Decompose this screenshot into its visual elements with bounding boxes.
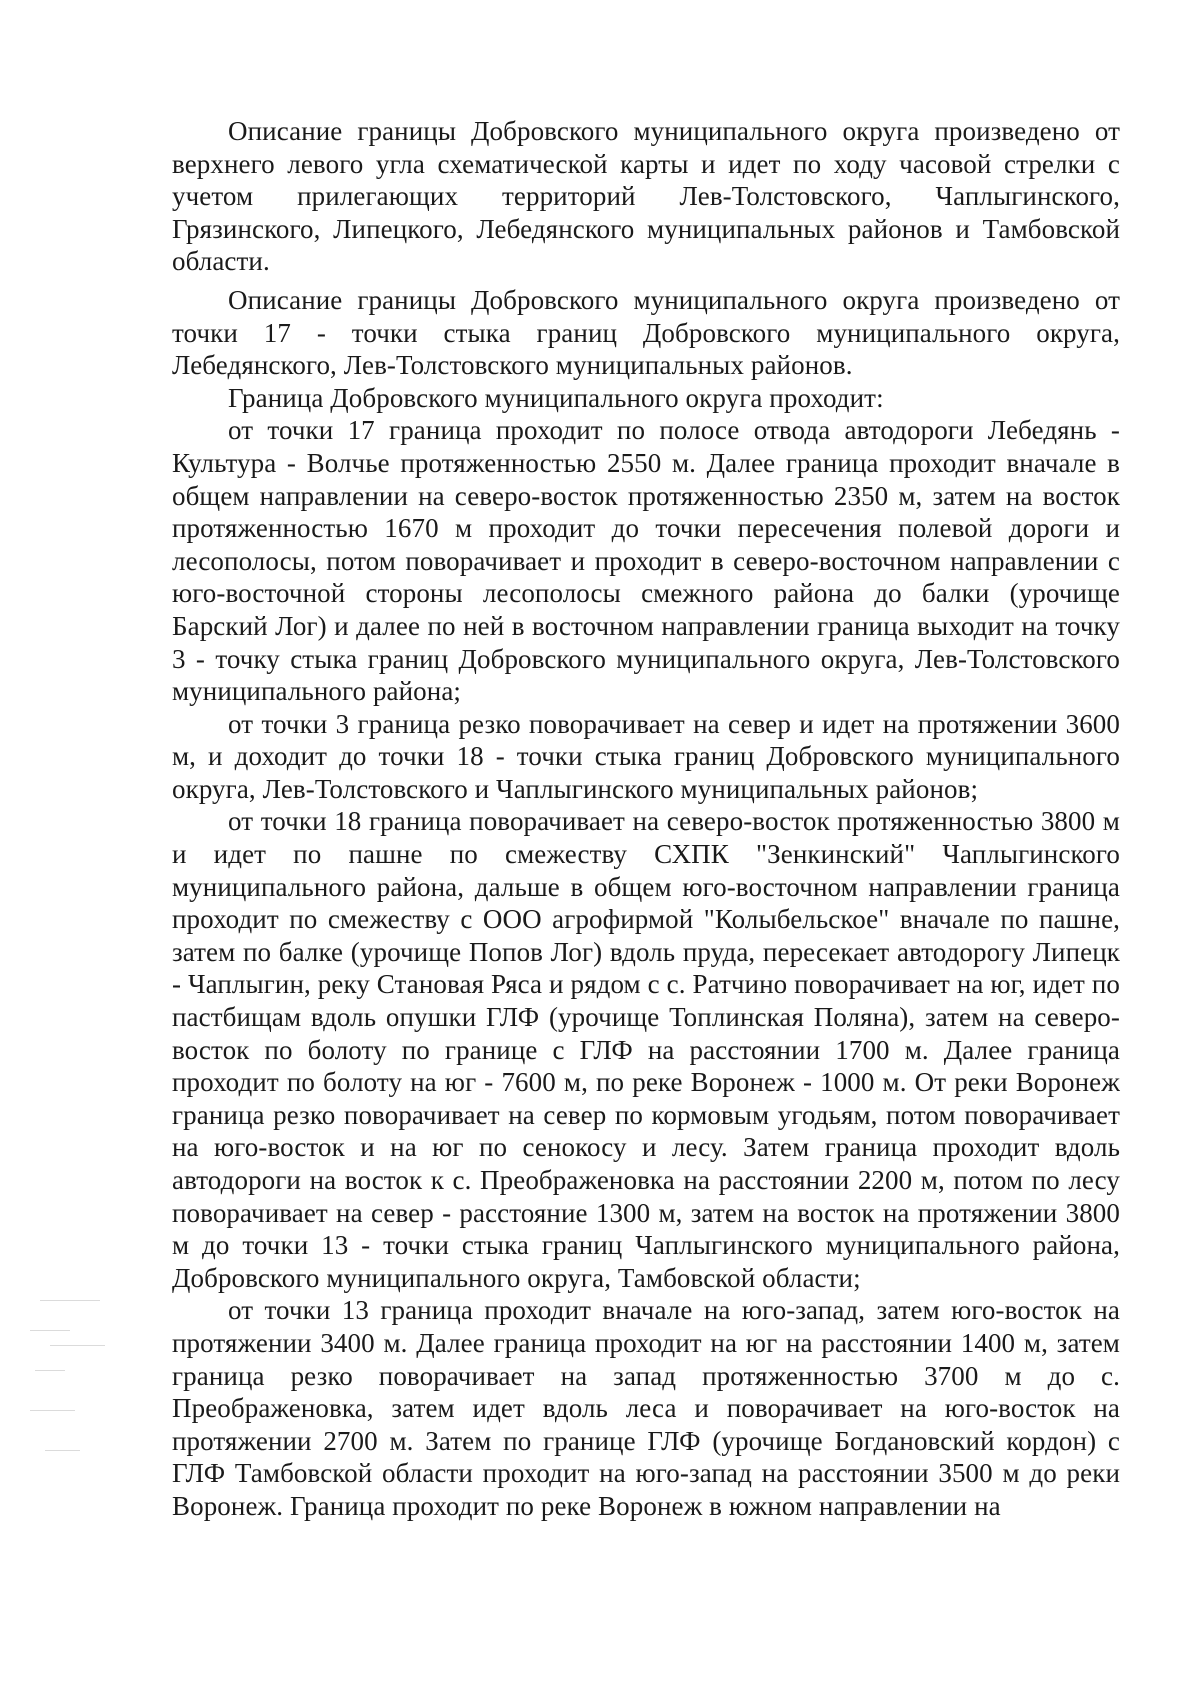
paragraph-point-13: от точки 13 граница проходит вначале на юго-запад, затем юго-восток на протяжении 3400 м. Далее граница проходит на юг на расстоянии 1400 м, затем граница резко поворачивает на запад протяженностью 3700 м до с. Преображеновка, затем идет вдоль леса и поворачивает на юго-восток на протяжении 2700 м. Затем по границе ГЛФ (урочище Богдановский кордон) с ГЛФ Тамбовской области проходит на юго-запад на расстоянии 3500 м до реки Воронеж. Граница проходит по реке Воронеж в южном направлении на	[172, 1295, 1120, 1521]
paragraph-start-point: Описание границы Добровского муниципального округа произведено от точки 17 - точки стыка границ Добровского муниципального округа, Лебедянского, Лев-Толстовского муниципальных районов.	[172, 284, 1120, 381]
paragraph-point-17: от точки 17 граница проходит по полосе отвода автодороги Лебедянь - Культура - Волчье протяженностью 2550 м. Далее граница проходит вначале в общем направлении на северо-восток протяженностью 2350 м, затем на восток протяженностью 1670 м проходит до точки пересечения полевой дороги и лесополосы, потом поворачивает и проходит в северо-восточном направлении с юго-восточной стороны лесополосы смежного района до балки (урочище Барский Лог) и далее по ней в восточном направлении граница выходит на точку 3 - точку стыка границ Добровского муниципального округа, Лев-Толстовского муниципального района;	[172, 415, 1120, 707]
paragraph-point-3: от точки 3 граница резко поворачивает на север и идет на протяжении 3600 м, и доходит до точки 18 - точки стыка границ Добровского муниципального округа, Лев-Толстовского и Чаплыгинского муниципальных районов;	[172, 708, 1120, 804]
paragraph-intro: Описание границы Добровского муниципального округа произведено от верхнего левого угла схематической карты и идет по ходу часовой стрелки с учетом прилегающих территорий Лев-Толстовского, Чаплыгинского, Грязинского, Липецкого, Лебедянского муниципальных районов и Тамбовской области.	[172, 116, 1120, 277]
document-body	[172, 115, 1120, 1523]
scan-artifact	[30, 1290, 120, 1490]
paragraph-point-18: от точки 18 граница поворачивает на северо-восток протяженностью 3800 м и идет по пашне по смежеству СХПК "Зенкинский" Чаплыгинского муниципального района, дальше в общем юго-восточном направлении граница проходит по смежеству с ООО агрофирмой "Колыбельское" вначале по пашне, затем по балке (урочище Попов Лог) вдоль пруда, пересекает автодорогу Липецк - Чаплыгин, реку Становая Ряса и рядом с с. Ратчино поворачивает на юг, идет по пастбищам вдоль опушки ГЛФ (урочище Топлинская Поляна), затем на северо-восток по болоту по границе с ГЛФ на расстоянии 1700 м. Далее граница проходит по болоту на юг - 7600 м, по реке Воронеж - 1000 м. От реки Воронеж граница резко поворачивает на север по кормовым угодьям, потом поворачивает на юго-восток и на юг по сенокосу и лесу. Затем граница проходит вдоль автодороги на восток к с. Преображеновка на расстоянии 2200 м, потом по лесу поворачивает на север - расстояние 1300 м, затем на восток на протяжении 3800 м до точки 13 - точки стыка границ Чаплыгинского муниципального района, Добровского муниципального округа, Тамбовской области;	[172, 806, 1120, 1293]
paragraph-heading: Граница Добровского муниципального округа проходит:	[228, 382, 884, 413]
